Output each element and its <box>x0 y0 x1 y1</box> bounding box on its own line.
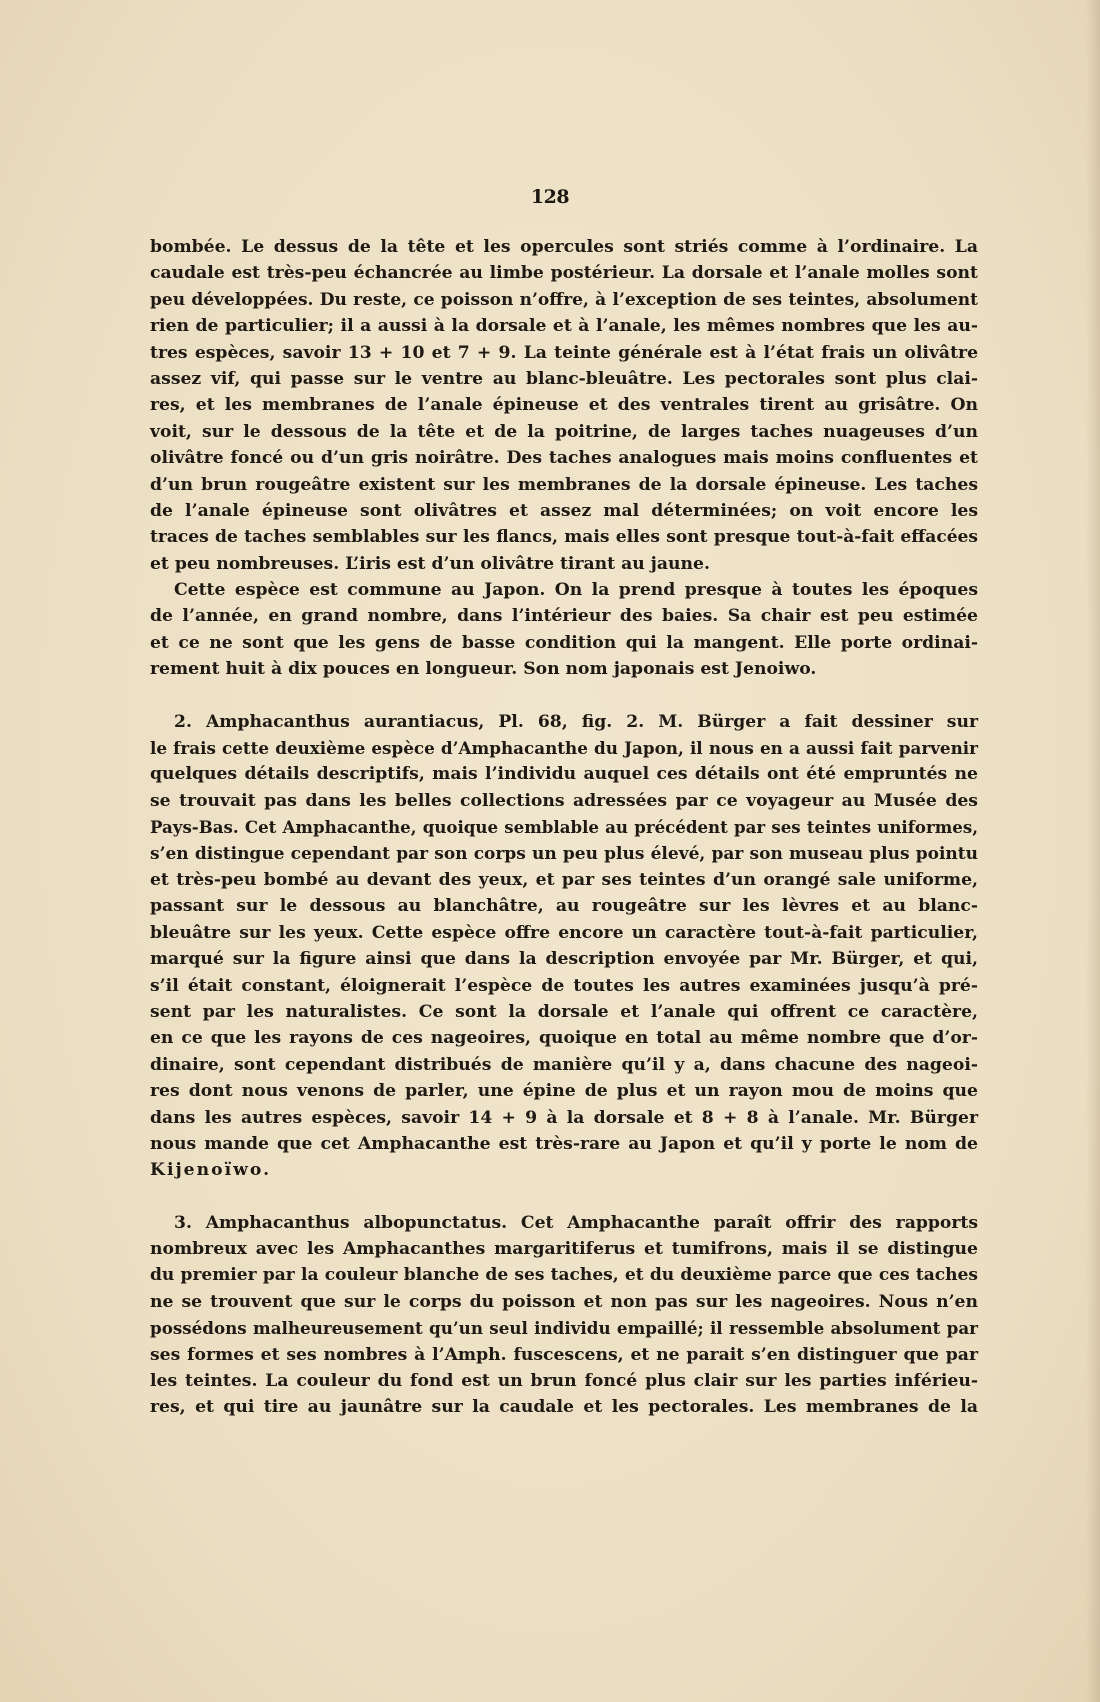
text-line: assez vif, qui passe sur le ventre au blanc-bleuâtre. Les pectorales sont plus clai- <box>150 368 978 389</box>
text-line: Kijenoïwo. <box>150 1160 272 1181</box>
page-number: 128 <box>530 186 570 208</box>
text-line: le frais cette deuxième espèce d’Amphacanthe du Japon, il nous en a aussi fait parvenir <box>150 738 978 759</box>
body-text <box>150 234 978 1421</box>
text-line: olivâtre foncé ou d’un gris noirâtre. Des taches analogues mais moins confluentes et <box>150 448 978 469</box>
text-line: de l’année, en grand nombre, dans l’intérieur des baies. Sa chair est peu estimée <box>150 606 978 627</box>
text-line: et très-peu bombé au devant des yeux, et par ses teintes d’un orangé sale uniforme, <box>150 869 978 890</box>
paragraph <box>150 234 978 577</box>
text-line: et peu nombreuses. L’iris est d’un olivâtre tirant au jaune. <box>150 553 710 574</box>
text-line: s’il était constant, éloignerait l’espèce de toutes les autres examinées jusqu’à pré- <box>150 975 978 996</box>
text-line: Pays-Bas. Cet Amphacanthe, quoique semblable au précédent par ses teintes uniformes, <box>150 817 978 838</box>
text-line: Cette espèce est commune au Japon. On la prend presque à toutes les époques <box>174 580 978 601</box>
text-line: s’en distingue cependant par son corps un peu plus élevé, par son museau plus pointu <box>150 843 978 864</box>
text-line: rement huit à dix pouces en longueur. Son nom japonais est Jenoiwo. <box>150 659 817 680</box>
text-line: marqué sur la figure ainsi que dans la description envoyée par Mr. Bürger, et qui, <box>150 949 978 970</box>
text-line: voit, sur le dessous de la tête et de la poitrine, de larges taches nuageuses d’un <box>150 421 978 442</box>
text-line: du premier par la couleur blanche de ses taches, et du deuxième parce que ces taches <box>150 1265 978 1286</box>
text-line: nombreux avec les Amphacanthes margaritiferus et tumifrons, mais il se distingue <box>150 1239 978 1260</box>
text-line: dans les autres espèces, savoir 14 + 9 à la dorsale et 8 + 8 à l’anale. Mr. Bürger <box>150 1107 978 1128</box>
text-line: ses formes et ses nombres à l’Amph. fuscescens, et ne parait s’en distinguer que par <box>150 1344 978 1365</box>
text-line: quelques détails descriptifs, mais l’individu auquel ces détails ont été empruntés ne <box>150 764 978 785</box>
text-line: res, et qui tire au jaunâtre sur la caudale et les pectorales. Les membranes de la <box>150 1397 978 1418</box>
text-line: tres espèces, savoir 13 + 10 et 7 + 9. La teinte générale est à l’état frais un olivâtre <box>150 342 978 363</box>
text-line: res dont nous venons de parler, une épine de plus et un rayon mou de moins que <box>150 1081 978 1102</box>
text-line: bombée. Le dessus de la tête et les opercules sont striés comme à l’ordinaire. La <box>150 237 978 257</box>
text-line: de l’anale épineuse sont olivâtres et assez mal déterminées; on voit encore les <box>150 500 978 521</box>
text-line: sent par les naturalistes. Ce sont la dorsale et l’anale qui offrent ce caractère, <box>150 1001 978 1022</box>
paragraph <box>150 709 978 1184</box>
text-line: se trouvait pas dans les belles collections adressées par ce voyageur au Musée des <box>150 790 978 811</box>
paragraph <box>150 577 978 683</box>
text-line: 3. Amphacanthus albopunctatus. Cet Amphacanthe paraît offrir des rapports <box>174 1212 978 1233</box>
paragraph-gap <box>150 683 978 709</box>
text-line: ne se trouvent que sur le corps du poisson et non pas sur les nageoires. Nous n’en <box>150 1291 978 1312</box>
text-line: les teintes. La couleur du fond est un brun foncé plus clair sur les parties inférieu- <box>150 1371 978 1392</box>
paragraph-gap <box>150 1184 978 1210</box>
text-line: dinaire, sont cependant distribués de manière qu’il y a, dans chacune des nageoi- <box>150 1054 978 1075</box>
text-line: bleuâtre sur les yeux. Cette espèce offre encore un caractère tout-à-fait particulier, <box>150 922 978 943</box>
text-line: rien de particulier; il a aussi à la dorsale et à l’anale, les mêmes nombres que les au- <box>150 316 978 337</box>
text-line: possédons malheureusement qu’un seul individu empaillé; il ressemble absolument par <box>150 1318 978 1339</box>
text-line: nous mande que cet Amphacanthe est très-rare au Japon et qu’il y porte le nom de <box>150 1133 978 1154</box>
text-line: peu développées. Du reste, ce poisson n’offre, à l’exception de ses teintes, absolument <box>150 289 978 310</box>
text-line: et ce ne sont que les gens de basse condition qui la mangent. Elle porte ordinai- <box>150 632 978 653</box>
text-line: en ce que les rayons de ces nageoires, quoique en total au même nombre que d’or- <box>150 1028 978 1049</box>
text-line: 2. Amphacanthus aurantiacus, Pl. 68, fig. 2. M. Bürger a fait dessiner sur <box>174 711 978 732</box>
text-line: d’un brun rougeâtre existent sur les membranes de la dorsale épineuse. Les taches <box>150 474 978 495</box>
paragraph <box>150 1210 978 1421</box>
text-line: caudale est très-peu échancrée au limbe postérieur. La dorsale et l’anale molles sont <box>150 263 978 284</box>
text-line: traces de taches semblables sur les flancs, mais elles sont presque tout-à-fait effacées <box>150 527 978 548</box>
text-line: res, et les membranes de l’anale épineuse et des ventrales tirent au grisâtre. On <box>150 395 978 416</box>
text-line: passant sur le dessous au blanchâtre, au rougeâtre sur les lèvres et au blanc- <box>150 896 978 917</box>
page-edge-shadow <box>1086 0 1100 1702</box>
